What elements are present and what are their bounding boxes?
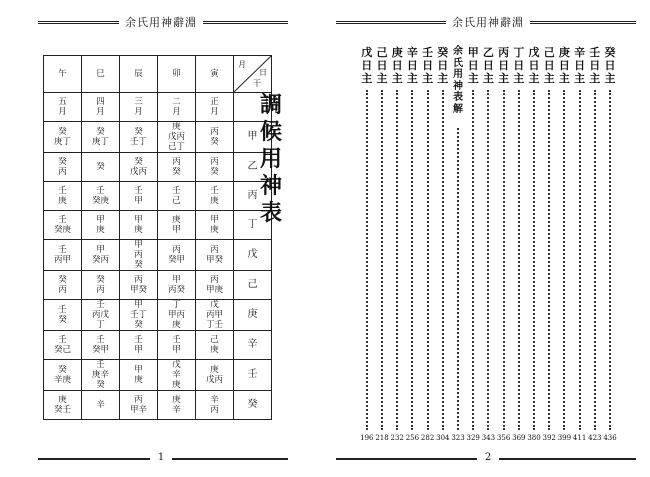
toc-page-number: 196 [360,434,374,442]
toc-entry[interactable] [557,46,572,442]
table-cell: 甲 癸丙 [82,240,120,271]
toc-entry[interactable] [436,46,450,442]
dot-leader [518,90,520,430]
toc-entry[interactable] [405,46,420,442]
toc-entry-label: 戊 日 主 [361,46,373,85]
table-cell: 癸 [82,153,120,182]
dot-leader [457,128,459,430]
toc-entry-label: 庚 日 主 [391,46,403,85]
toc-entry[interactable] [542,46,556,442]
table-cell: 丙 甲辛 [120,391,158,420]
header-title: 余氏用神辭淵 [119,14,203,30]
table-cell: 丙 甲癸 [196,240,234,271]
dot-leader [548,90,550,430]
month-name-cell: 正 月 [196,93,234,122]
corner-label-month: 月 [238,60,246,69]
dot-leader [442,90,444,430]
table-cell: 丙 癸 [196,122,234,153]
table-cell: 壬 丙甲 [44,240,82,271]
toc-page-number: 436 [603,434,617,442]
table-row [44,360,272,391]
toc-entry[interactable] [512,46,526,442]
table-cell: 甲 壬丁 癸 [120,300,158,331]
table-cell: 丙 癸甲 [158,240,196,271]
left-page [0,0,322,477]
table-cell: 壬 癸 [44,300,82,331]
day-stem-cell: 戊 [234,240,272,271]
table-cell: 甲 庚 [82,211,120,240]
dot-leader [594,90,596,430]
table-cell: 己 庚 [196,331,234,360]
toc-page-number: 304 [436,434,450,442]
day-stem-cell: 辛 [234,331,272,360]
table-cell: 壬 癸甲 [82,331,120,360]
page-number: 2 [477,452,499,463]
table-cell: 庚 癸壬 [44,391,82,420]
corner-label-day: 日 [259,68,267,77]
dot-leader [381,90,383,430]
table-cell: 辛 [82,391,120,420]
month-branch-header: 午 [44,56,82,93]
dot-leader [579,90,581,430]
toc-entry-label: 戊 日 主 [528,46,540,85]
table-row [44,182,272,211]
toc-page-number: 232 [390,434,404,442]
toc-page-number: 423 [588,434,602,442]
table-cell: 丙 甲庚 [196,271,234,300]
toc-entry[interactable] [572,46,587,442]
table-cell: 壬 癸己 [44,331,82,360]
header-title: 余氏用神辭淵 [446,14,530,30]
toc-entry-label: 辛 日 主 [574,46,586,85]
table-cell: 丙 癸 [196,153,234,182]
table-cell: 壬 甲 [158,331,196,360]
page-header [326,14,650,30]
dot-leader [487,90,489,430]
month-branch-header: 巳 [82,56,120,93]
day-stem-cell: 庚 [234,300,272,331]
toc-entry[interactable] [420,46,435,442]
table-cell: 辛 丙 [196,391,234,420]
corner-label-stem: 干 [253,79,261,88]
table-cell: 甲 庚 [120,360,158,391]
table-cell: 庚 戊丙 己丁 [158,122,196,153]
toc-entry[interactable] [527,46,541,442]
table-row [44,300,272,331]
toc-entry-label: 壬 日 主 [589,46,601,85]
table-cell: 庚 戊丙 [196,360,234,391]
table-row [44,211,272,240]
month-name-cell: 四 月 [82,93,120,122]
toc-entry-label: 庚 日 主 [558,46,570,85]
toc-entry[interactable] [375,46,389,442]
table-cell: 庚 甲 [158,211,196,240]
table-row [44,391,272,420]
page-footer [326,452,650,463]
table-cell: 壬 己 [158,182,196,211]
toc-page-number: 356 [496,434,511,442]
table-cell: 壬 丙戊 丁 [82,300,120,331]
toc-entry-label: 壬 日 主 [422,46,434,85]
right-page [326,0,650,477]
table-row [44,153,272,182]
table-cell: 壬 庚 [44,182,82,211]
toc-page-number: 380 [527,434,541,442]
toc-entry-label: 丙 日 主 [498,46,510,85]
tiaohou-table [43,55,272,420]
toc-page-number: 329 [466,434,480,442]
month-name-cell: 三 月 [120,93,158,122]
table-row [44,271,272,300]
dot-leader [366,90,368,430]
toc-entry-label: 乙 日 主 [482,46,494,85]
table-row [44,331,272,360]
table-cell: 癸 丙 [82,271,120,300]
day-stem-cell: 丁 [234,211,272,240]
page-title: 調 候 用 神 表 [259,92,282,226]
toc-entry-label: 甲 日 主 [467,46,479,85]
toc-entry-label: 余 氏 用 神 表 解 [453,46,463,115]
month-branch-header: 辰 [120,56,158,93]
table-cell: 丙 甲癸 [120,271,158,300]
toc-entry[interactable] [451,46,465,442]
table-cell: 壬 甲 [120,182,158,211]
toc-page-number: 256 [405,434,420,442]
dot-leader [396,90,398,430]
table-cell: 壬 甲 [120,331,158,360]
table-cell: 甲 丙癸 [158,271,196,300]
dot-leader [411,90,413,430]
table-cell: 甲 庚 [196,211,234,240]
page-header [0,14,322,30]
toc-entry-label: 己 日 主 [543,46,555,85]
toc-page-number: 343 [481,434,496,442]
toc-entry[interactable] [390,46,404,442]
dot-leader [533,90,535,430]
toc-page-number: 399 [557,434,572,442]
table-cell: 甲 丙 癸 [120,240,158,271]
table-cell: 癸 壬丁 [120,122,158,153]
table-cell: 壬 癸庚 [44,211,82,240]
dot-leader [503,90,505,430]
toc-entry-label: 己 日 主 [376,46,388,85]
page-number: 1 [150,452,172,463]
month-name-cell: 二 月 [158,93,196,122]
toc-page-number: 323 [451,434,465,442]
day-stem-cell: 乙 [234,153,272,182]
toc-page-number: 411 [572,434,587,442]
toc-entry[interactable] [481,46,496,442]
dot-leader [609,90,611,430]
toc-entry[interactable] [466,46,480,442]
table-cell: 丙 癸 [158,153,196,182]
toc-page-number: 369 [512,434,526,442]
table-cell: 壬 庚 [196,182,234,211]
toc-page-number: 282 [420,434,435,442]
corner-cell [234,56,272,93]
toc-entry-label: 癸 日 主 [437,46,449,85]
day-stem-cell: 己 [234,271,272,300]
day-stem-cell: 丙 [234,182,272,211]
day-stem-cell: 壬 [234,360,272,391]
table-cell: 丁 甲丙 庚 [158,300,196,331]
table-cell: 癸 丙 [44,271,82,300]
table-cell: 戊 丙甲 丁壬 [196,300,234,331]
table-cell: 癸 丙 [44,153,82,182]
toc-page-number: 218 [375,434,389,442]
table-row [44,122,272,153]
table-cell: 戊 辛 庚 [158,360,196,391]
toc-entry-label: 丁 日 主 [513,46,525,85]
table-cell: 癸 辛庚 [44,360,82,391]
day-stem-cell: 癸 [234,391,272,420]
table-cell: 癸 戊丙 [120,153,158,182]
dot-leader [472,90,474,430]
toc-entry-label: 癸 日 主 [604,46,616,85]
page-footer [0,452,322,463]
table-cell: 庚 辛 [158,391,196,420]
toc-entry[interactable] [496,46,511,442]
toc-entry[interactable] [603,46,617,442]
table-row [44,240,272,271]
toc-entry[interactable] [588,46,602,442]
month-name-cell: 五 月 [44,93,82,122]
table-cell: 壬 癸庚 [82,182,120,211]
month-branch-header: 卯 [158,56,196,93]
day-stem-cell: 甲 [234,122,272,153]
toc-entry[interactable] [360,46,374,442]
table-cell: 壬 庚辛 癸 [82,360,120,391]
dot-leader [563,90,565,430]
dot-leader [427,90,429,430]
toc-page-number: 392 [542,434,556,442]
month-branch-header: 寅 [196,56,234,93]
toc-entry-label: 辛 日 主 [406,46,418,85]
table-cell: 甲 庚 [120,211,158,240]
table-cell: 癸 庚丁 [44,122,82,153]
table-cell: 癸 庚丁 [82,122,120,153]
